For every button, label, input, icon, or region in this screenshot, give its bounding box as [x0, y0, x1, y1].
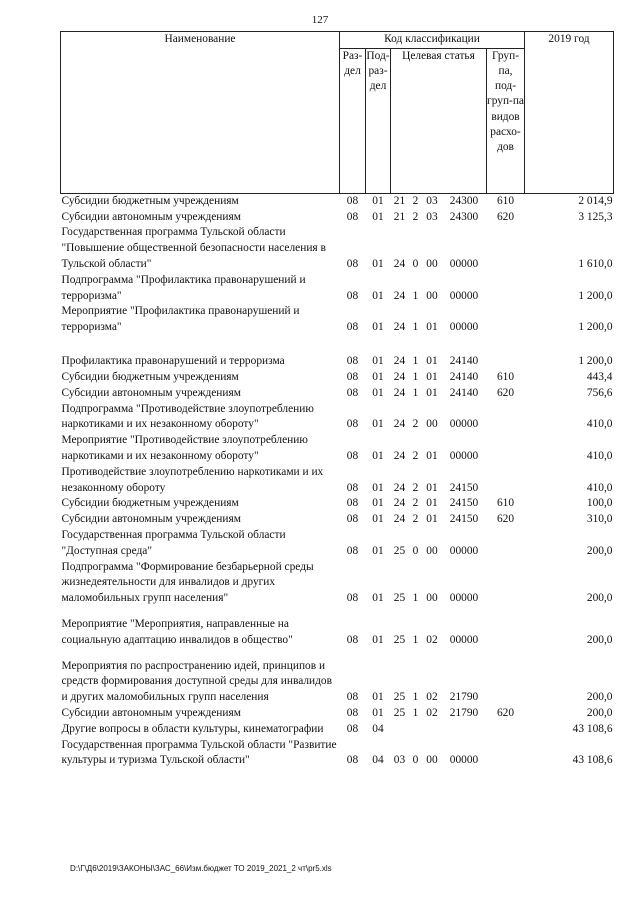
row-subsection: 01: [372, 481, 384, 494]
row-section: 08: [346, 370, 359, 383]
table-row: [61, 370, 614, 386]
row-amount: 2 014,9: [578, 194, 613, 207]
row-expense-type: [487, 659, 525, 706]
row-name: Субсидии автономным учреждениям: [61, 386, 241, 399]
row-target-program: 24: [393, 481, 406, 494]
row-amount: 200,0: [586, 706, 613, 719]
row-amount: 1 610,0: [578, 257, 613, 270]
table-row: [61, 386, 614, 402]
row-name: Субсидии бюджетным учреждениям: [61, 194, 239, 207]
row-amount: 1 200,0: [578, 321, 613, 334]
row-subsection: 01: [372, 592, 384, 605]
row-expense-type: 620: [496, 513, 515, 526]
row-target-subprogram: 1: [412, 592, 419, 605]
row-subsection: 01: [372, 544, 384, 557]
row-subsection: 01: [372, 210, 384, 223]
row-section: 08: [346, 706, 359, 719]
row-target-program: 24: [393, 257, 406, 270]
row-target-event: 02: [426, 706, 438, 719]
row-subsection: 01: [372, 194, 384, 207]
row-target-event: 01: [426, 481, 438, 494]
row-target-event: 03: [426, 194, 438, 207]
table-row: [61, 433, 614, 465]
row-target-direction: [442, 722, 487, 738]
row-target-program: 25: [393, 544, 406, 557]
row-amount: 410,0: [586, 481, 613, 494]
row-target-program: 24: [393, 497, 406, 510]
row-target-direction: 24140: [449, 355, 479, 368]
row-target-program: 24: [393, 418, 406, 431]
row-target-subprogram: 1: [412, 691, 419, 704]
file-path-footer: D:\Г\Д6\2019\ЗАКОНЫ\ЗАС_66\Изм.бюджет ТО 2019_2021_2 чт\pr5.xls: [70, 864, 332, 873]
row-target-program: 25: [393, 633, 406, 646]
row-target-subprogram: [409, 722, 423, 738]
row-subsection: 01: [372, 706, 384, 719]
row-target-program: 24: [393, 386, 406, 399]
row-target-program: 21: [393, 210, 406, 223]
row-target-direction: 00000: [449, 418, 479, 431]
row-target-subprogram: 0: [412, 754, 419, 767]
table-row: [61, 273, 614, 305]
header-group: Груп-па, под-груп-па видов расхо-дов: [487, 48, 525, 193]
row-subsection: 04: [372, 754, 384, 767]
table-row: [61, 659, 614, 706]
table-row: [61, 617, 614, 649]
row-target-event: 00: [426, 592, 438, 605]
row-target-direction: 24140: [449, 386, 479, 399]
row-target-event: 00: [426, 257, 438, 270]
row-subsection: 01: [372, 289, 384, 302]
row-target-direction: 00000: [449, 449, 479, 462]
header-classification: Код классификации: [340, 32, 525, 49]
row-subsection: 01: [372, 449, 384, 462]
row-name: Подпрограмма "Противодействие злоупотреблению наркотиками и их незаконному обороту": [61, 402, 314, 431]
row-amount: 200,0: [586, 592, 613, 605]
row-spacer: [61, 607, 614, 617]
row-target-event: 00: [426, 418, 438, 431]
row-target-subprogram: 0: [412, 544, 419, 557]
row-target-event: [423, 722, 442, 738]
row-target-program: 24: [393, 289, 406, 302]
row-section: 08: [346, 289, 359, 302]
row-target-program: 25: [393, 691, 406, 704]
row-section: 08: [346, 754, 359, 767]
row-section: 08: [346, 633, 359, 646]
row-name: Противодействие злоупотреблению наркотиками и их незаконному обороту: [61, 465, 324, 494]
table-row: [61, 528, 614, 560]
table-row: [61, 304, 614, 336]
row-target-direction: 21790: [449, 691, 479, 704]
row-amount: 443,4: [586, 370, 613, 383]
row-target-program: [391, 722, 409, 738]
row-target-direction: 00000: [449, 321, 479, 334]
page-number: 127: [311, 14, 329, 26]
table-row: [61, 560, 614, 607]
table-row: [61, 225, 614, 272]
row-target-program: 25: [393, 706, 406, 719]
row-expense-type: [487, 617, 525, 649]
row-name: Подпрограмма "Профилактика правонарушений и терроризма": [61, 273, 306, 302]
row-subsection: 01: [372, 633, 384, 646]
row-amount: 200,0: [586, 691, 613, 704]
row-expense-type: [487, 304, 525, 336]
row-target-direction: 00000: [449, 257, 479, 270]
row-target-subprogram: 2: [412, 210, 419, 223]
row-amount: 200,0: [586, 544, 613, 557]
row-target-event: 01: [426, 355, 438, 368]
row-expense-type: [487, 402, 525, 434]
header-year: 2019 год: [525, 32, 614, 194]
table-row: [61, 336, 614, 370]
row-section: 08: [346, 722, 359, 735]
row-name: Субсидии автономным учреждениям: [61, 706, 241, 719]
row-subsection: 01: [372, 321, 384, 334]
row-target-program: 24: [393, 370, 406, 383]
row-amount: 410,0: [586, 418, 613, 431]
row-target-direction: 24150: [449, 481, 479, 494]
row-target-direction: 24300: [449, 210, 479, 223]
row-target-subprogram: 2: [412, 194, 419, 207]
row-amount: 1 200,0: [578, 355, 613, 368]
header-section: Раз-дел: [340, 48, 366, 193]
row-expense-type: 620: [496, 706, 515, 719]
row-target-event: 01: [426, 370, 438, 383]
row-target-event: 00: [426, 754, 438, 767]
row-section: 08: [346, 691, 359, 704]
table-row: [61, 722, 614, 738]
row-target-event: 03: [426, 210, 438, 223]
row-expense-type: [487, 528, 525, 560]
row-name: Государственная программа Тульской области "Доступная среда": [61, 528, 286, 557]
row-name: Мероприятия по распространению идей, принципов и средств формирования доступной среды для инвалидов и других маломобильных групп населения: [61, 659, 332, 704]
row-expense-type: [487, 225, 525, 272]
table-row: [61, 193, 614, 209]
row-target-subprogram: 1: [412, 289, 419, 302]
row-target-event: 00: [426, 544, 438, 557]
table-row: [61, 210, 614, 226]
row-amount: 43 108,6: [572, 754, 613, 767]
row-target-subprogram: 2: [412, 513, 419, 526]
row-expense-type: 610: [496, 497, 515, 510]
row-name: Профилактика правонарушений и терроризма: [61, 355, 285, 368]
row-section: 08: [346, 481, 359, 494]
row-target-direction: 24150: [449, 497, 479, 510]
row-amount: 756,6: [586, 386, 613, 399]
row-section: 08: [346, 257, 359, 270]
row-amount: 43 108,6: [572, 722, 613, 735]
row-expense-type: 620: [496, 386, 515, 399]
row-subsection: 01: [372, 355, 384, 368]
budget-table: [60, 31, 614, 769]
row-section: 08: [346, 386, 359, 399]
row-target-subprogram: 1: [412, 321, 419, 334]
table-row: [61, 465, 614, 497]
row-subsection: 01: [372, 513, 384, 526]
row-name: Мероприятие "Профилактика правонарушений и терроризма": [61, 305, 300, 334]
row-target-subprogram: 1: [412, 386, 419, 399]
row-target-direction: 24140: [449, 370, 479, 383]
row-section: 08: [346, 418, 359, 431]
row-expense-type: [487, 560, 525, 607]
row-section: 08: [346, 355, 359, 368]
row-amount: 1 200,0: [578, 289, 613, 302]
table-row: [61, 496, 614, 512]
row-target-program: 24: [393, 355, 406, 368]
table-row: [61, 402, 614, 434]
row-amount: 310,0: [586, 513, 613, 526]
row-amount: 3 125,3: [578, 210, 613, 223]
row-target-program: 24: [393, 449, 406, 462]
row-target-event: 00: [426, 289, 438, 302]
row-subsection: 04: [372, 722, 384, 735]
row-target-subprogram: 2: [412, 449, 419, 462]
row-name: Подпрограмма "Формирование безбарьерной среды жизнедеятельности для инвалидов и других маломобильных групп населения": [61, 560, 314, 605]
table-row: [61, 738, 614, 770]
row-name: Мероприятие "Мероприятия, направленные на социальную адаптацию инвалидов в общество": [61, 617, 293, 646]
row-target-program: 25: [393, 592, 406, 605]
row-target-direction: 00000: [449, 592, 479, 605]
row-subsection: 01: [372, 370, 384, 383]
row-section: 08: [346, 513, 359, 526]
row-target-direction: 00000: [449, 754, 479, 767]
row-section: 08: [346, 544, 359, 557]
row-target-event: 02: [426, 633, 438, 646]
row-subsection: 01: [372, 257, 384, 270]
row-target-direction: 24150: [449, 513, 479, 526]
row-target-program: 21: [393, 194, 406, 207]
row-expense-type: 610: [496, 370, 515, 383]
row-target-subprogram: 1: [412, 633, 419, 646]
row-target-program: 03: [393, 754, 406, 767]
row-name: Государственная программа Тульской области "Развитие культуры и туризма Тульской области": [61, 738, 337, 767]
row-target-subprogram: 2: [412, 481, 419, 494]
row-target-subprogram: 2: [412, 497, 419, 510]
row-subsection: 01: [372, 691, 384, 704]
row-target-direction: 21790: [449, 706, 479, 719]
row-spacer: [61, 649, 614, 659]
row-target-event: 01: [426, 497, 438, 510]
row-subsection: 01: [372, 418, 384, 431]
row-section: 08: [346, 592, 359, 605]
row-expense-type: [487, 336, 525, 370]
row-section: 08: [346, 194, 359, 207]
table-row: [61, 512, 614, 528]
row-target-event: 01: [426, 321, 438, 334]
row-target-subprogram: 1: [412, 355, 419, 368]
row-name: Государственная программа Тульской области "Повышение общественной безопасности населения в Тульской области": [61, 226, 326, 270]
row-target-event: 02: [426, 691, 438, 704]
row-target-program: 24: [393, 513, 406, 526]
row-target-program: 24: [393, 321, 406, 334]
row-section: 08: [346, 210, 359, 223]
row-name: Субсидии бюджетным учреждениям: [61, 497, 239, 510]
row-name: Субсидии автономным учреждениям: [61, 513, 241, 526]
row-name: Субсидии бюджетным учреждениям: [61, 370, 239, 383]
row-amount: 100,0: [586, 497, 613, 510]
row-target-event: 01: [426, 513, 438, 526]
row-expense-type: [487, 465, 525, 497]
row-target-event: 01: [426, 449, 438, 462]
row-target-direction: 24300: [449, 194, 479, 207]
row-section: 08: [346, 449, 359, 462]
row-expense-type: [487, 273, 525, 305]
row-target-subprogram: 0: [412, 257, 419, 270]
row-target-event: 01: [426, 386, 438, 399]
row-target-subprogram: 2: [412, 418, 419, 431]
row-section: 08: [346, 497, 359, 510]
row-target-direction: 00000: [449, 544, 479, 557]
row-target-subprogram: 1: [412, 370, 419, 383]
row-expense-type: [487, 738, 525, 770]
row-expense-type: 620: [496, 210, 515, 223]
header-name: Наименование: [61, 32, 340, 194]
table-row: [61, 706, 614, 722]
row-amount: 410,0: [586, 449, 613, 462]
row-expense-type: [487, 722, 525, 738]
header-subsection: Под-раз-дел: [366, 48, 391, 193]
row-expense-type: 610: [496, 194, 515, 207]
row-subsection: 01: [372, 497, 384, 510]
row-target-direction: 00000: [449, 633, 479, 646]
row-amount: 200,0: [586, 633, 613, 646]
row-subsection: 01: [372, 386, 384, 399]
row-name: Другие вопросы в области культуры, кинематографии: [61, 722, 324, 735]
row-expense-type: [487, 433, 525, 465]
header-target: Целевая статья: [391, 48, 487, 193]
row-target-subprogram: 1: [412, 706, 419, 719]
row-section: 08: [346, 321, 359, 334]
row-name: Субсидии автономным учреждениям: [61, 210, 241, 223]
row-target-direction: 00000: [449, 289, 479, 302]
row-name: Мероприятие "Противодействие злоупотреблению наркотиками и их незаконному обороту": [61, 434, 308, 462]
